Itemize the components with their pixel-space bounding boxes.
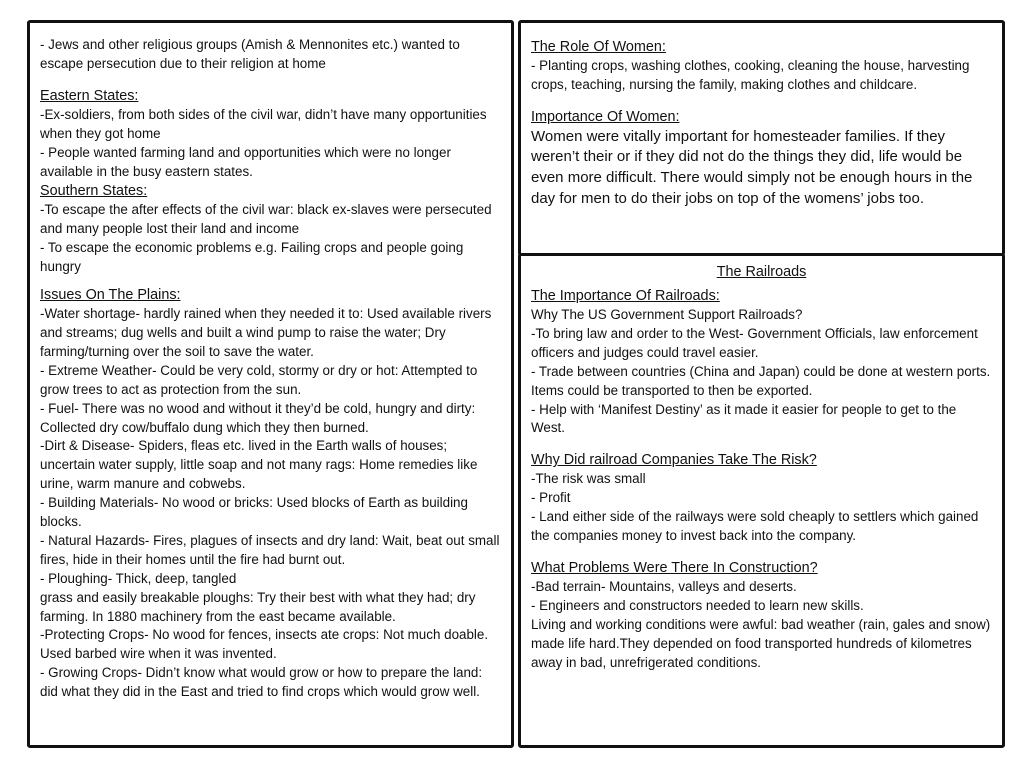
eastern-point: -Ex-soldiers, from both sides of the civil war, didn’t have many opportunities when they got home (40, 106, 487, 141)
risk-point: - Land either side of the railways were sold cheaply to settlers which gained the companies money to invest back into the company. (531, 509, 979, 544)
eastern-states-heading: Eastern States: (40, 87, 139, 104)
importance-of-women-text: Women were vitally important for homesteader families. If they weren’t their or if they did not do the things they did, life would be even more difficult. There would simply not be enough hours in the day for men to do their jobs on top of the womens’ jobs too. (531, 127, 973, 207)
risk-point: -The risk was small (531, 471, 646, 487)
southern-states-heading: Southern States: (40, 183, 148, 200)
railroad-point: - Trade between countries (China and Japan) could be done at western ports. Items could be transported to then be exported. (531, 363, 991, 398)
railroad-point: -To bring law and order to the West- Government Officials, law enforcement officers and judges could travel easier. (531, 325, 978, 360)
railroads-title: The Railroads (716, 264, 807, 280)
southern-point: - To escape the economic problems e.g. Failing crops and people going hungry (40, 240, 464, 275)
issue-item: grass and easily breakable ploughs: Try their best with what they had; dry farming. In 1880 machinery from the east became available. (40, 589, 476, 624)
railroad-point: - Help with ‘Manifest Destiny’ as it made it easier for people to get to the West. (531, 401, 957, 436)
women-panel (518, 20, 1005, 256)
role-of-women-heading: The Role Of Women: (531, 39, 666, 55)
issue-item: - Growing Crops- Didn’t know what would grow or how to prepare the land: did what they did in the East and tried to find crops which would grow well. (40, 665, 483, 700)
importance-of-women-heading: Importance Of Women: (531, 108, 680, 125)
issue-item: -Water shortage- hardly rained when they needed it to: Used available rivers and streams; dug wells and built a wind pump to raise the water; Dry farming/turning over the soil to save the water. (40, 306, 492, 359)
construction-problems-heading: What Problems Were There In Construction? (531, 559, 818, 576)
issue-item: - Fuel- There was no wood and without it they’d be cold, hungry and dirty: Collected dry cow/buffalo dung which they then burned. (40, 400, 476, 435)
issue-item: - Ploughing- Thick, deep, tangled (40, 570, 237, 586)
issues-heading: Issues On The Plains: (40, 287, 181, 304)
risk-point: - Profit (531, 490, 571, 506)
issue-item: -Protecting Crops- No wood for fences, insects ate crops: Not much doable. Used barbed wire when it was invented. (40, 627, 489, 662)
role-of-women-text: - Planting crops, washing clothes, cooking, cleaning the house, harvesting crops, teaching, nursing the family, making clothes and childcare. (531, 58, 970, 92)
importance-of-railroads-heading: The Importance Of Railroads: (531, 288, 720, 304)
issue-item: -Dirt & Disease- Spiders, fleas etc. lived in the Earth walls of houses; uncertain water supply, little soap and not many rags: Home remedies like urine, warm manure and cobwebs. (40, 438, 478, 492)
religious-intro: - Jews and other religious groups (Amish & Mennonites etc.) wanted to escape persecution due to their religion at home (40, 37, 460, 71)
eastern-point: - People wanted farming land and opportunities which were no longer available in the busy eastern states. (40, 144, 451, 179)
problem-point: -Bad terrain- Mountains, valleys and deserts. (531, 578, 797, 594)
migration-panel (27, 20, 514, 748)
railroad-risk-heading: Why Did railroad Companies Take The Risk? (531, 452, 817, 469)
problem-point: Living and working conditions were awful: bad weather (rain, gales and snow) made life hard.They depended on food transported hundreds of kilometres away in bad, unrefrigerated conditions. (531, 616, 991, 670)
problem-point: - Engineers and constructors needed to learn new skills. (531, 597, 864, 613)
railroad-point: Why The US Government Support Railroads? (531, 307, 803, 322)
issue-item: - Natural Hazards- Fires, plagues of insects and dry land: Wait, beat out small fires, hide in their homes until the fire had burnt out. (40, 532, 500, 567)
southern-point: -To escape the after effects of the civil war: black ex-slaves were persecuted and many people lost their land and income (40, 202, 492, 237)
issue-item: - Extreme Weather- Could be very cold, stormy or dry or hot: Attempted to grow trees to act as protection from the sun. (40, 362, 478, 397)
railroads-panel (518, 253, 1005, 748)
issue-item: - Building Materials- No wood or bricks: Used blocks of Earth as building blocks. (40, 495, 468, 530)
